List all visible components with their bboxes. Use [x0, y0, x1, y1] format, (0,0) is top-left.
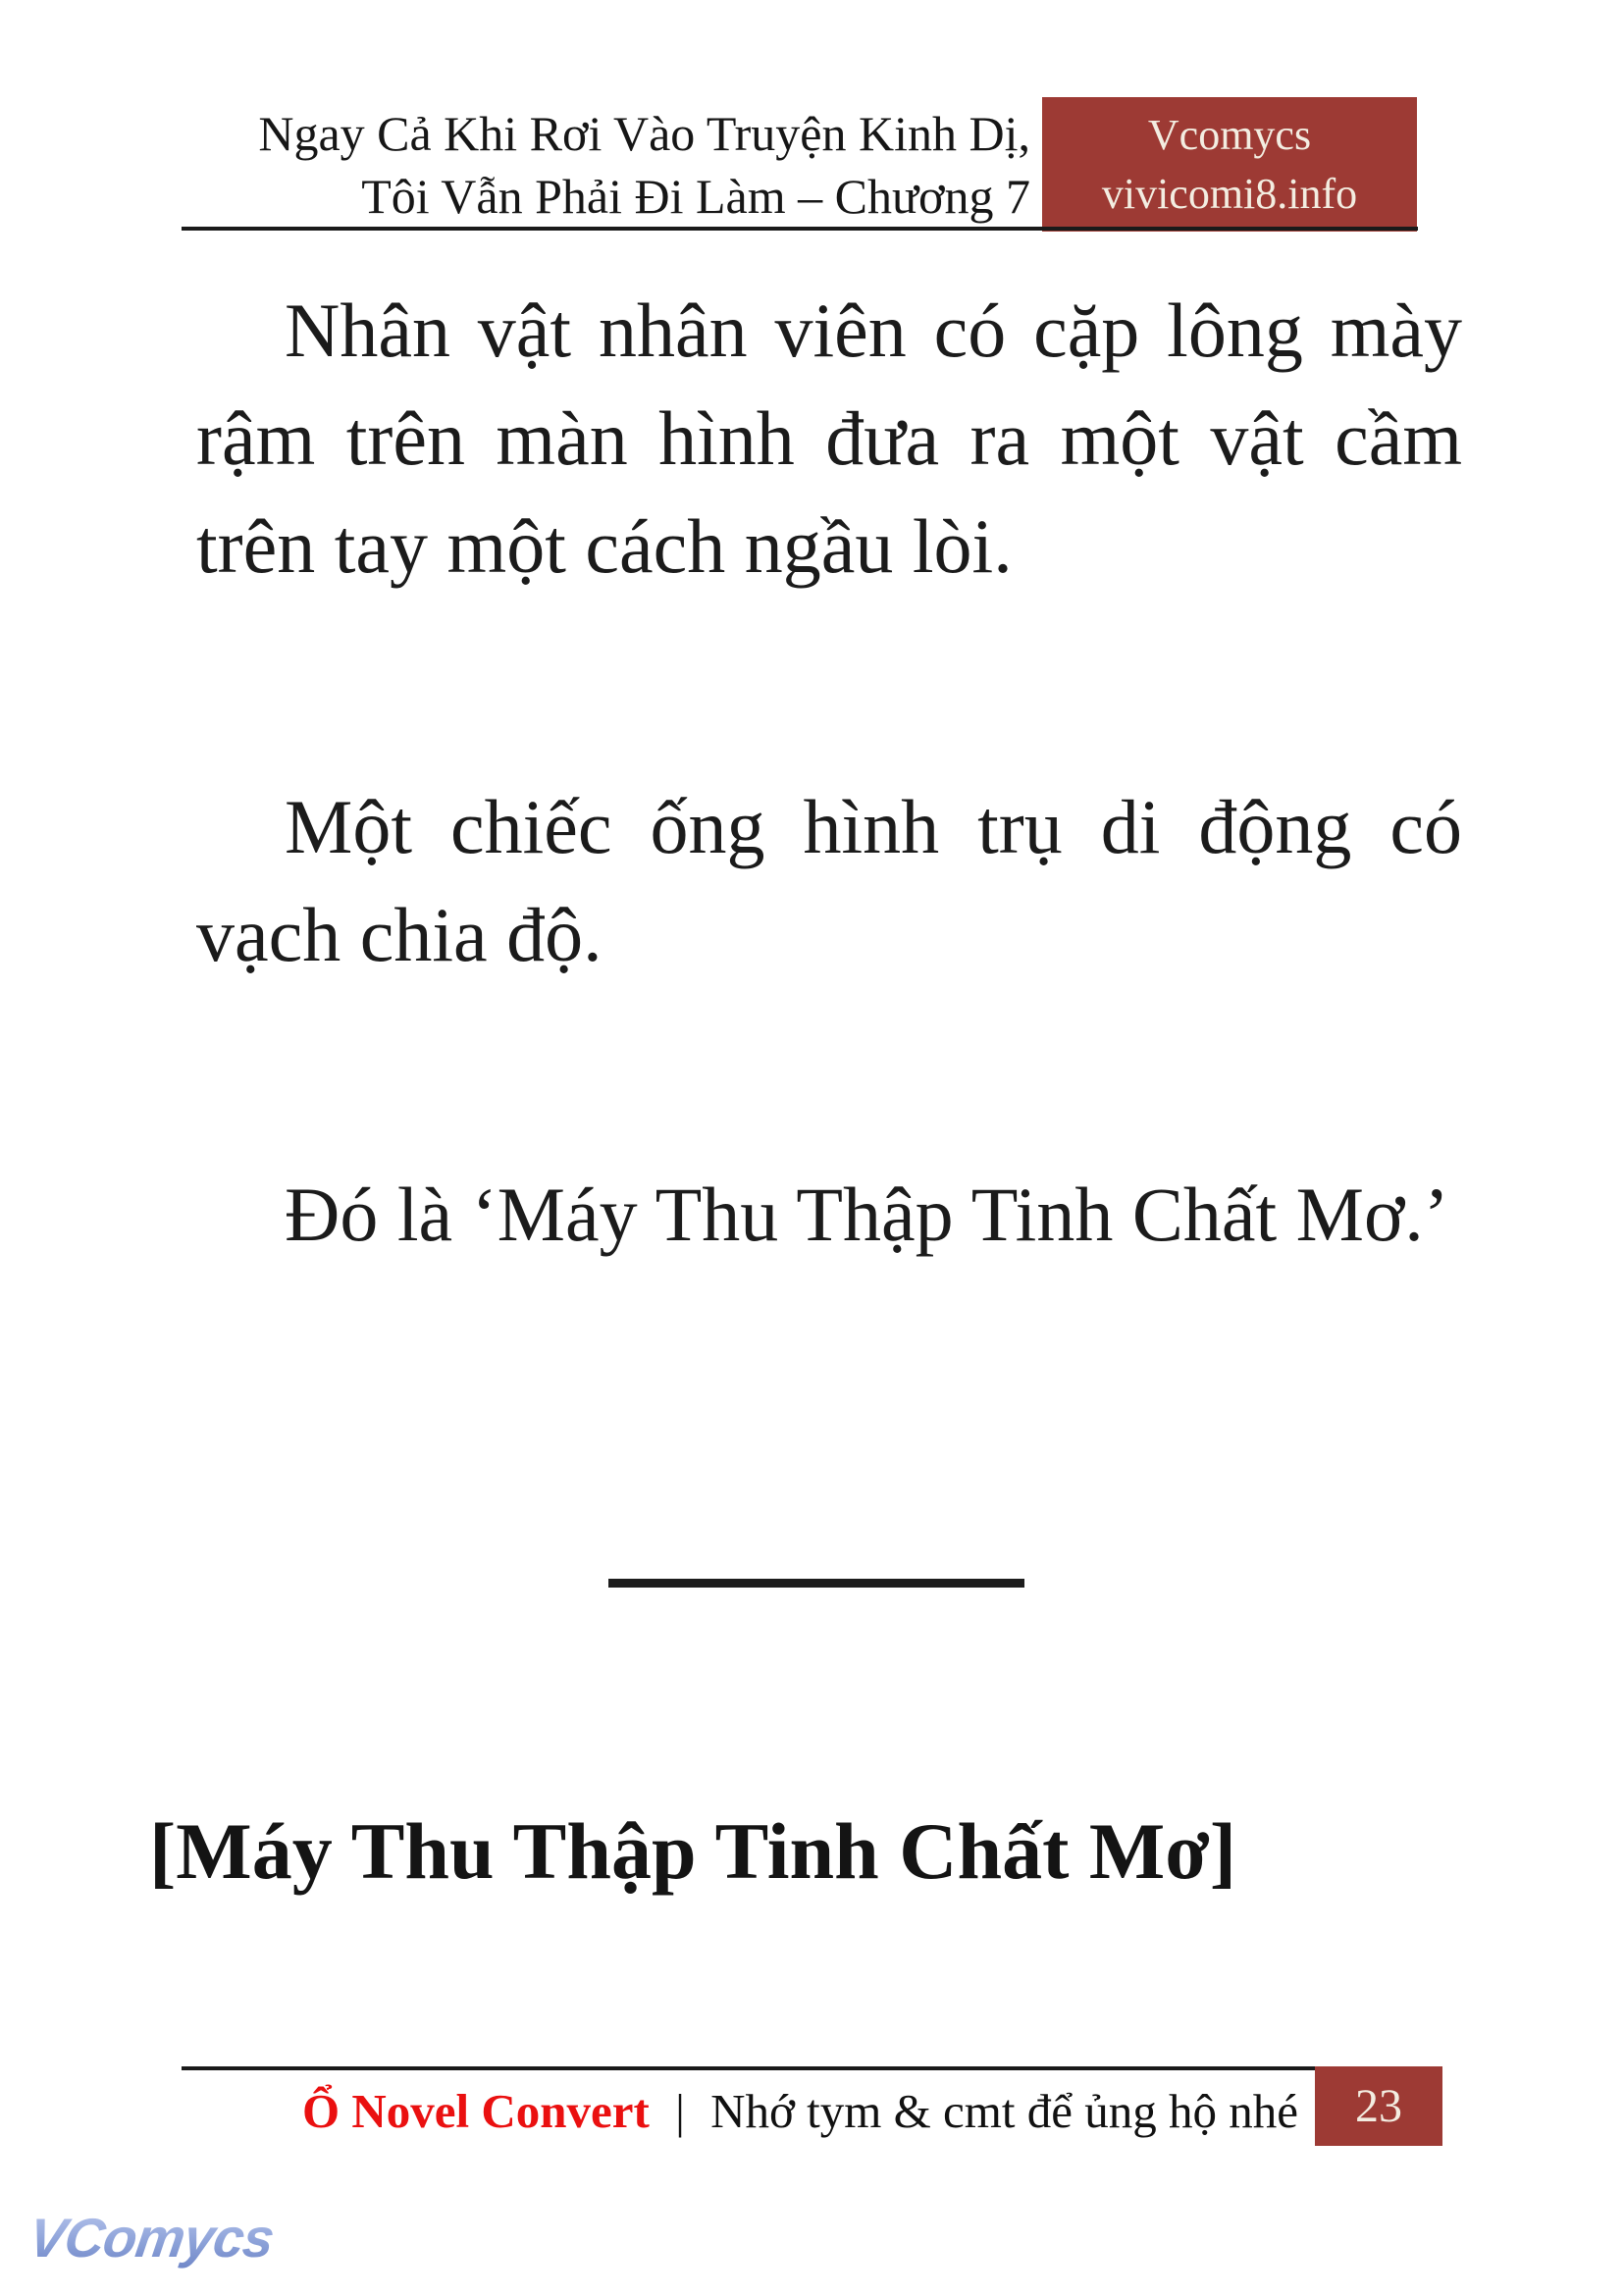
section-divider: [608, 1579, 1024, 1588]
paragraph-2: Một chiếc ống hình trụ di động có vạch chia độ.: [196, 784, 1462, 977]
footer-brand-name: Ổ Novel Convert: [301, 2084, 650, 2138]
footer-credit: [183, 2082, 1298, 2141]
item-name-heading: [Máy Thu Thập Tinh Chất Mơ]: [149, 1806, 1237, 1896]
footer-divider-line: [182, 2066, 1442, 2070]
paragraph-1: Nhân vật nhân viên có cặp lông mày rậm trên màn hình đưa ra một vật cầm trên tay một cách ngầu lòi.: [196, 287, 1462, 589]
translator-brand-url: vivicomi8.info: [1101, 169, 1358, 218]
chapter-title-line2: Tôi Vẫn Phải Đi Làm – Chương 7: [361, 169, 1030, 224]
translator-brand-box: [1042, 97, 1417, 232]
chapter-title: [183, 102, 1030, 228]
translator-brand-name: Vcomycs: [1147, 110, 1312, 159]
vcomycs-watermark-logo: VComycs: [25, 2207, 278, 2269]
page-number-badge: [1315, 2066, 1442, 2146]
chapter-title-line1: Ngay Cả Khi Rơi Vào Truyện Kinh Dị,: [258, 106, 1030, 161]
header-divider-line: [182, 227, 1418, 231]
footer-note: Nhớ tym & cmt để ủng hộ nhé: [710, 2084, 1298, 2138]
paragraph-3: Đó là ‘Máy Thu Thập Tinh Chất Mơ.’: [285, 1172, 1449, 1257]
footer-separator: |: [675, 2084, 685, 2138]
page-number: 23: [1355, 2080, 1402, 2132]
